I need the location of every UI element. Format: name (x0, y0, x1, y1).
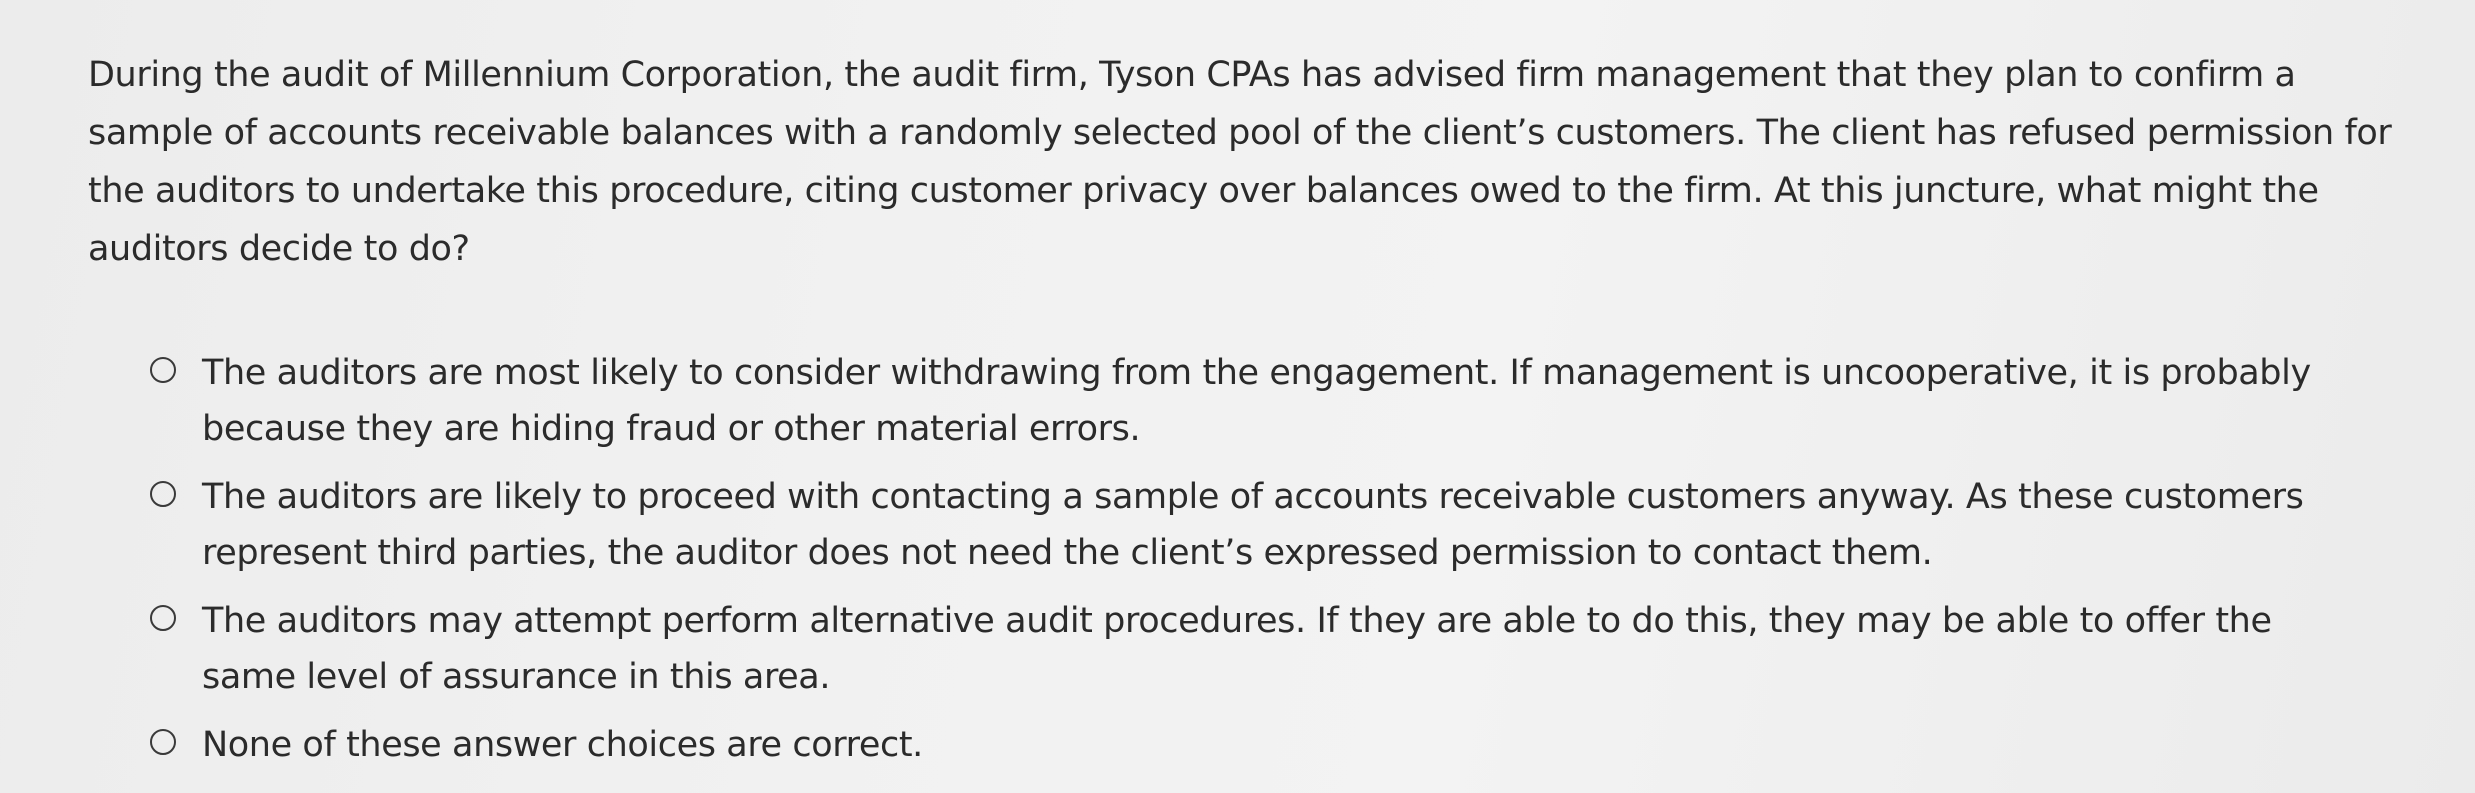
radio-button-icon[interactable] (150, 605, 176, 631)
answer-option-label: None of these answer choices are correct. (202, 725, 923, 765)
question-text: During the audit of Millennium Corporation, the audit firm, Tyson CPAs has advised firm management that they plan to confirm a sample of accounts receivable balances with a randomly selected pool of the client’s customers. The client has refused permission for the auditors to undertake this procedure, citing customer privacy over balances owed to the firm. At this juncture, what might the auditors decide to do? (88, 55, 2392, 269)
answer-option-3[interactable] (150, 593, 2330, 705)
radio-button-icon[interactable] (150, 357, 176, 383)
radio-button-icon[interactable] (150, 481, 176, 507)
answer-option-label: The auditors may attempt perform alternative audit procedures. If they are able to do this, they may be able to offer the same level of assurance in this area. (202, 601, 2272, 697)
radio-button-icon[interactable] (150, 729, 176, 755)
answer-option-1[interactable] (150, 345, 2330, 457)
answer-option-label: The auditors are likely to proceed with contacting a sample of accounts receivable customers anyway. As these customers represent third parties, the auditor does not need the client’s expressed permission to contact them. (202, 477, 2304, 573)
answer-options (150, 345, 2330, 785)
answer-option-label: The auditors are most likely to consider withdrawing from the engagement. If management is uncooperative, it is probably because they are hiding fraud or other material errors. (202, 353, 2311, 449)
answer-option-2[interactable] (150, 469, 2330, 581)
answer-option-4[interactable] (150, 717, 2330, 773)
